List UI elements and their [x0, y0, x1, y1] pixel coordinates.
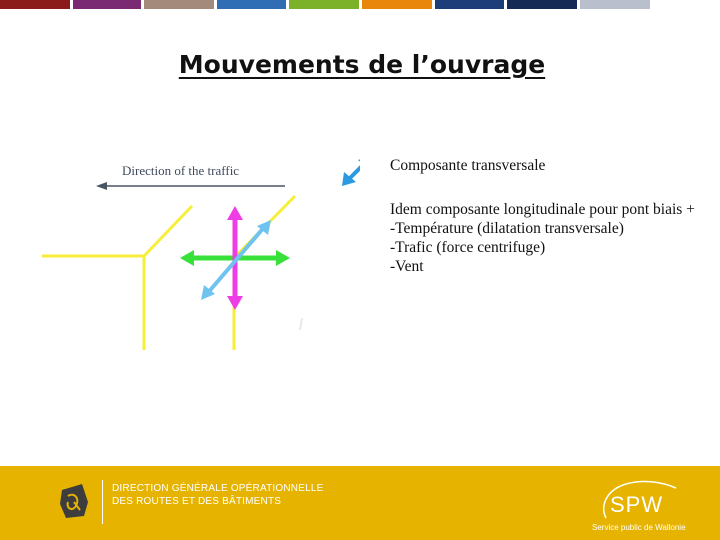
content-line: Idem composante longitudinale pour pont biais +	[390, 201, 695, 218]
strip-segment	[217, 0, 286, 9]
spw-logo	[592, 478, 702, 538]
slide-title: Mouvements de l’ouvrage	[178, 50, 546, 79]
content-heading: Composante transversale	[390, 157, 546, 174]
footer-band	[0, 466, 720, 540]
spw-subtitle: Service public de Wallonie	[592, 523, 686, 532]
strip-segment	[144, 0, 214, 9]
strip-segment	[580, 0, 650, 9]
footer-divider	[102, 480, 103, 524]
bridge-outline	[42, 196, 295, 350]
traffic-direction-label: Direction of the traffic	[122, 163, 240, 178]
organization-name	[112, 482, 323, 508]
wallonie-logo-icon	[58, 482, 92, 520]
content-line: -Température (dilatation transversale)	[390, 220, 624, 237]
transversal-icon	[342, 156, 360, 186]
org-line-2: DES ROUTES ET DES BÂTIMENTS	[112, 496, 282, 507]
strip-segment	[362, 0, 432, 9]
strip-segment	[435, 0, 504, 9]
org-line-1: DIRECTION GÉNÉRALE OPÉRATIONNELLE	[112, 483, 324, 494]
content-text	[390, 156, 710, 276]
top-color-strip	[0, 0, 720, 9]
content-line: -Vent	[390, 258, 424, 275]
strip-segment	[289, 0, 359, 9]
strip-segment	[507, 0, 577, 9]
spw-brand: SPW	[610, 492, 664, 517]
content-line: -Trafic (force centrifuge)	[390, 239, 546, 256]
bridge-movement-diagram	[40, 150, 360, 360]
strip-segment	[0, 0, 70, 9]
traffic-arrowhead	[96, 182, 107, 190]
strip-segment	[73, 0, 141, 9]
